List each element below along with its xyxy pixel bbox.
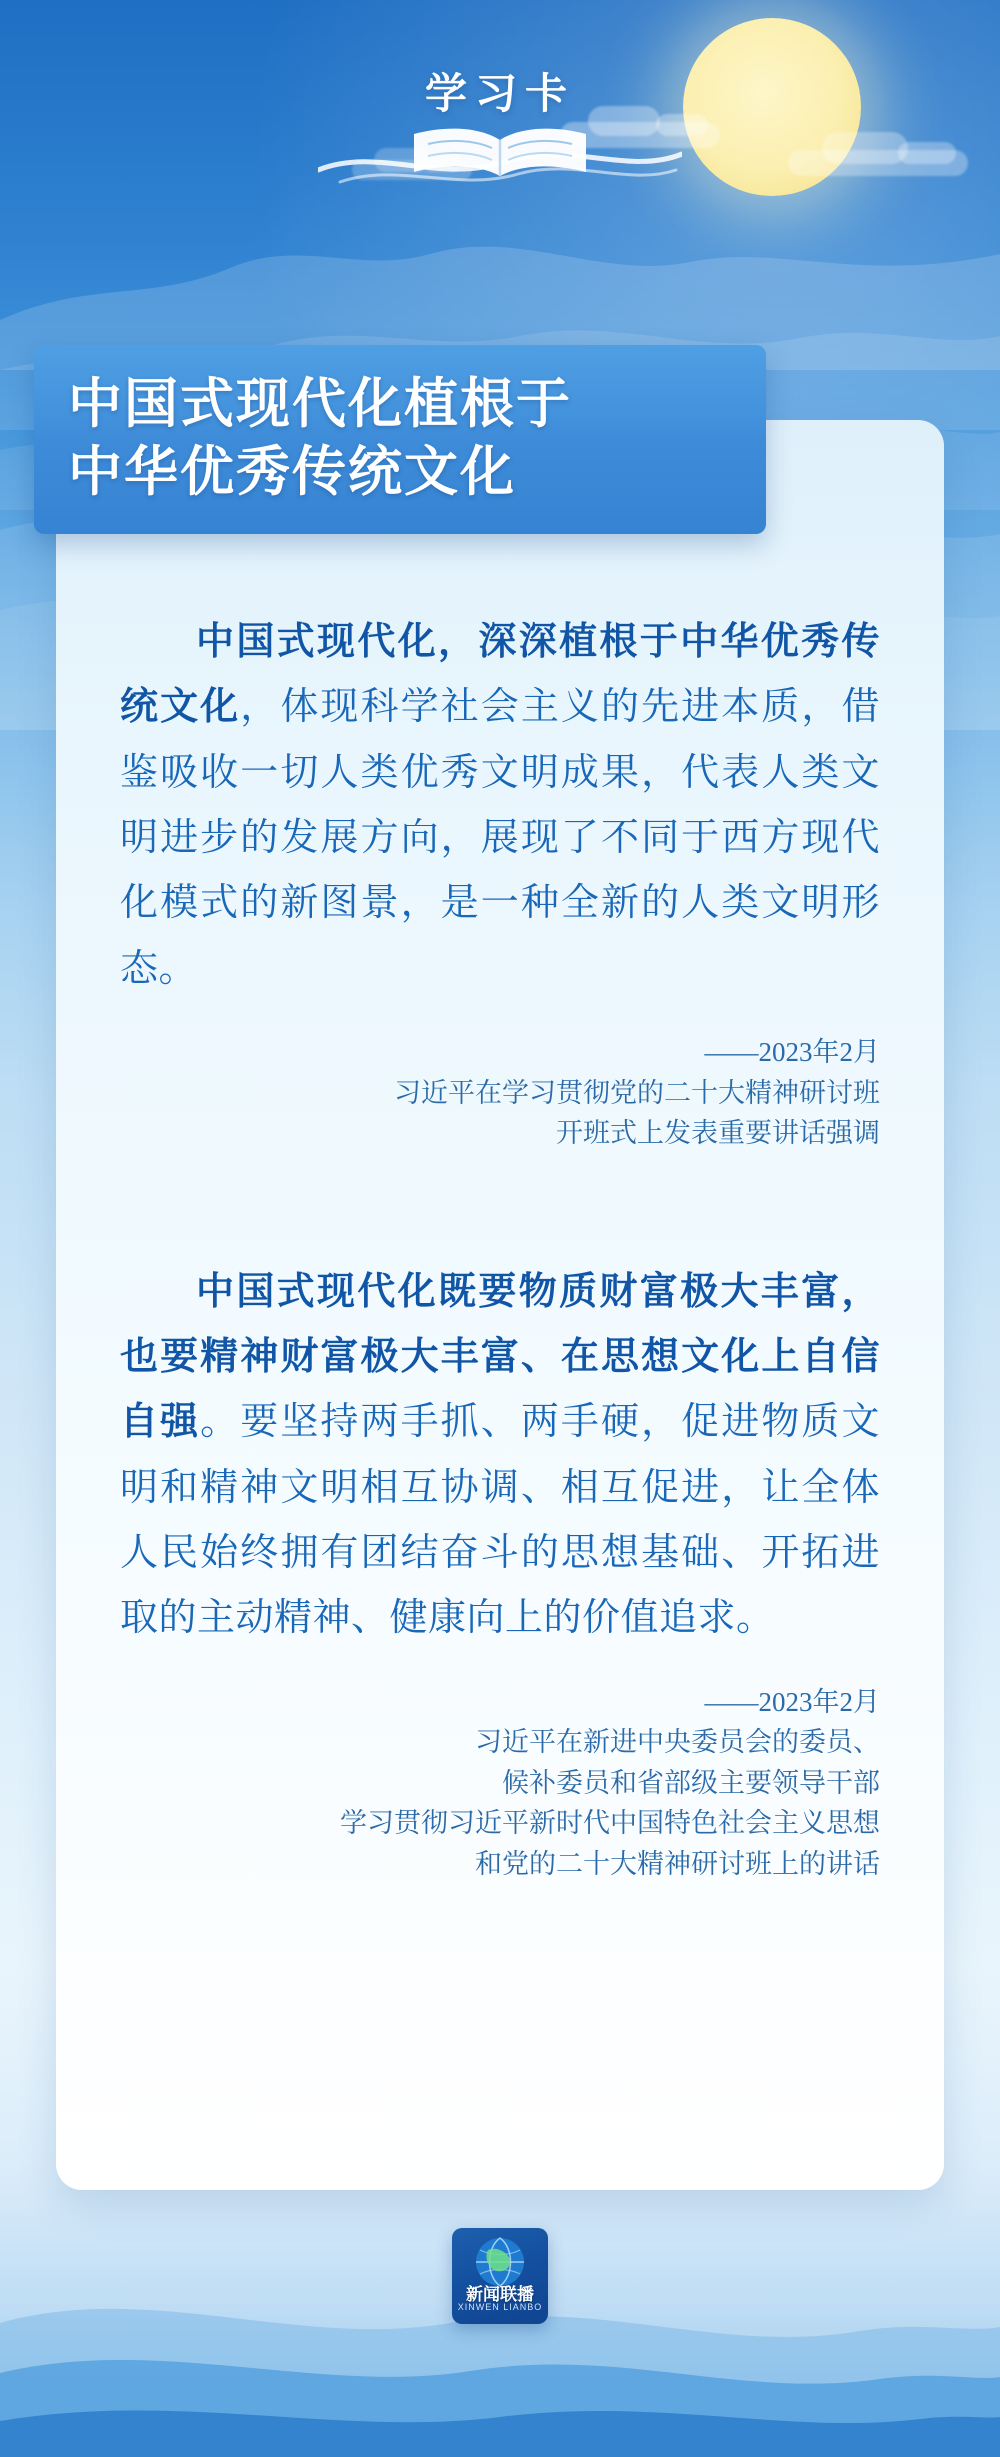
brand-logo (370, 52, 630, 192)
quote-block-1 (120, 610, 880, 1154)
content-card-body (56, 420, 944, 2190)
page-title-line-2: 中华优秀传统文化 (68, 441, 516, 502)
attribution-line: 候补委员和省部级主要领导干部 (502, 1767, 880, 1798)
brand-logo-text: 学习卡 (424, 72, 575, 118)
quote-attribution-2 (120, 1682, 880, 1885)
quote-emphasis-2: 中国式现代化既要物质财富极大丰富，也要精神财富极大丰富、在思想文化上自信自强 (120, 1270, 880, 1444)
quote-rest-1: ，体现科学社会主义的先进本质，借鉴吸收一切人类优秀文明成果，代表人类文明进步的发展方向，展现了不同于西方现代化模式的新图景，是一种全新的人类文明形态。 (120, 686, 880, 990)
badge-title-en: XINWEN LIANBO (457, 2302, 543, 2312)
attribution-line: ——2023年2月 (704, 1037, 880, 1068)
attribution-line: ——2023年2月 (704, 1686, 880, 1717)
quote-block-2 (120, 1260, 880, 1885)
content-card (56, 420, 944, 2190)
open-book-icon (404, 124, 596, 182)
cctv-news-badge (452, 2228, 548, 2324)
quote-text-1 (120, 610, 880, 1002)
page-title-line-1: 中国式现代化植根于 (68, 374, 572, 434)
section-divider (120, 1164, 880, 1260)
header (0, 52, 1000, 222)
quote-attribution-1 (120, 1032, 880, 1154)
quote-rest-2: 。要坚持两手抓、两手硬，促进物质文明和精神文明相互协调、相互促进，让全体人民始终拥有团结奋斗的思想基础、开拓进取的主动精神、健康向上的价值追求。 (120, 1401, 880, 1640)
quote-text-2 (120, 1260, 880, 1652)
attribution-line: 习近平在新进中央委员会的委员、 (475, 1727, 880, 1758)
attribution-line: 和党的二十大精神研讨班上的讲话 (475, 1848, 880, 1879)
page-title (34, 345, 766, 534)
badge-title-cn: 新闻联播 (466, 2285, 534, 2304)
quote-emphasis-1: 中国式现代化，深深植根于中华优秀传统文化 (120, 621, 880, 729)
attribution-line: 学习贯彻习近平新时代中国特色社会主义思想 (340, 1808, 880, 1839)
attribution-line: 开班式上发表重要讲话强调 (556, 1118, 880, 1149)
attribution-line: 习近平在学习贯彻党的二十大精神研讨班 (394, 1077, 880, 1108)
